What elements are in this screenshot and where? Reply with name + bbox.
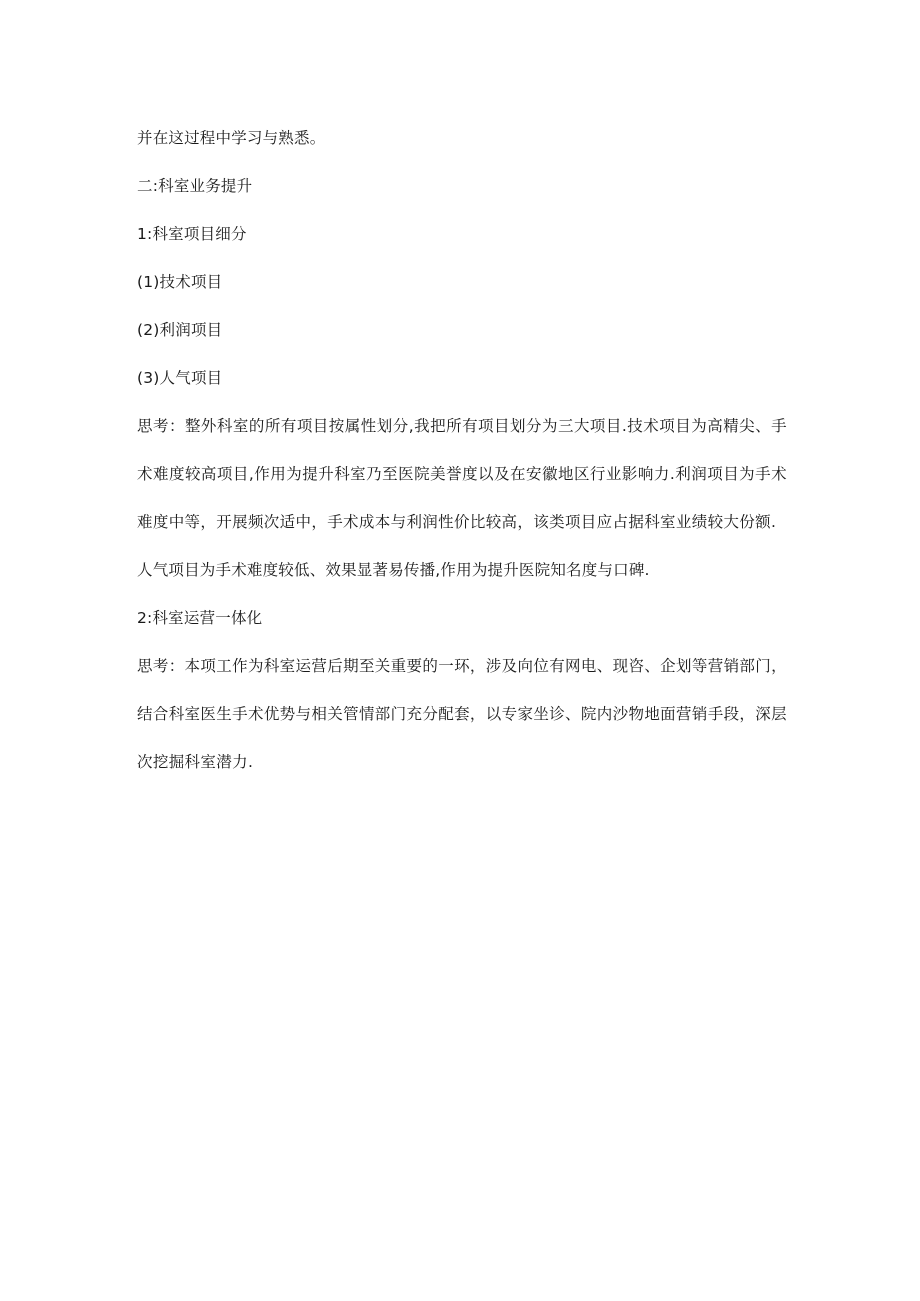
- list-item-profit: (2)利润项目: [137, 321, 223, 339]
- thought-paragraph-1: 思考：整外科室的所有项目按属性划分,我把所有项目划分为三大项目.技术项目为高精尖、手术难度较高项目,作用为提升科室乃至医院美誉度以及在安徽地区行业影响力.利润项目为手术难度中等，开展频次适中，手术成本与利润性价比较高，该类项目应占据科室业绩较大份额.: [137, 417, 787, 531]
- paragraph-continuation: 并在这过程中学习与熟悉。: [137, 129, 326, 147]
- thought-paragraph-2: 思考：本项工作为科室运营后期至关重要的一环，涉及向位有网电、现咨、企划等营销部门，结合科室医生手术优势与相关管情部门充分配套，以专家坐诊、院内沙物地面营销手段，深层次挖掘科室潜力.: [137, 657, 787, 771]
- thought-paragraph-1-tail: 人气项目为手术难度较低、效果显著易传播,作用为提升医院知名度与口碑.: [137, 561, 650, 579]
- list-item-technical: (1)技术项目: [137, 273, 223, 291]
- section-heading: 二:科室业务提升: [137, 177, 253, 195]
- subsection-heading-1: 1:科室项目细分: [137, 225, 247, 243]
- list-item-popularity: (3)人气项目: [137, 369, 223, 387]
- subsection-heading-2: 2:科室运营一体化: [137, 609, 263, 627]
